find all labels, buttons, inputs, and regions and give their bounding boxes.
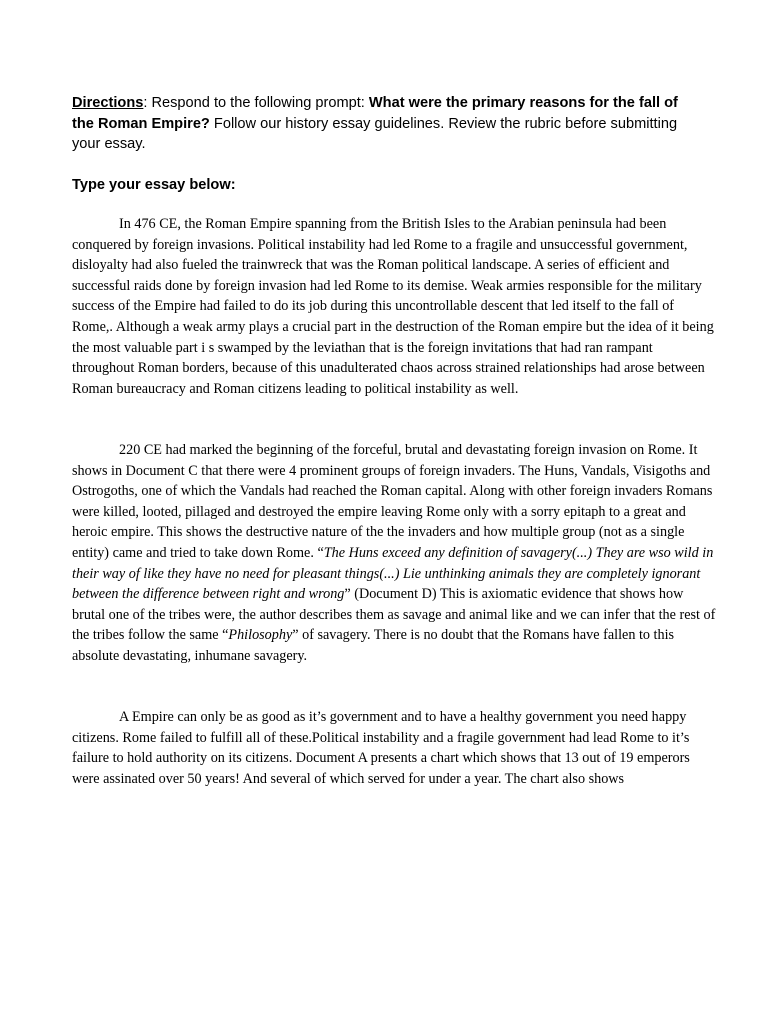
essay-paragraph-3: A Empire can only be as good as it’s government and to have a healthy government you need happy citizens. Rome failed to fulfill all of these.Political instability and a fragile government had lead Rome to it’s failure to hold authority on its citizens. Document A presents a chart which shows that 13 out of 19 emperors were assinated over 50 years! And several of which served for under a year. The chart also shows (72, 709, 690, 787)
directions-label: Directions (72, 95, 144, 111)
directions-instructions: Follow our history essay guidelines. Review the rubric before submitting your essay. (72, 115, 678, 152)
philosophy-word: Philosophy (228, 627, 293, 644)
essay-heading: Type your essay below: (72, 177, 236, 193)
paragraph-2-text-c: ” of savagery. There is no doubt that the Romans have fallen to this absolute devastating, inhumane savagery. (72, 627, 675, 664)
directions-paragraph (72, 93, 702, 155)
directions-intro: : Respond to the following prompt: (143, 95, 369, 111)
paragraph-2-text-a: 220 CE had marked the beginning of the forceful, brutal and devastating foreign invasion on Rome. It shows in Document C that there were 4 prominent groups of foreign invaders. The Huns, Vandals, Visigoths and Ostrogoths, one of which the Vandals had reached the Roman capital. Along with other foreign invaders Romans were killed, looted, pillaged and destroyed the empire leaving Rome only with a sorry epitaph to a great and heroic empire. This shows the destructive nature of the the invaders and how multiple group (not as a single entity) came and tried to take down Rome. “ (72, 442, 713, 561)
essay-prompt-question: What were the primary reasons for the fall of the Roman Empire? (72, 95, 678, 132)
huns-quote: The Huns exceed any definition of savagery(...) They are wso wild in their way of like they have no need for pleasant things(...) Lie unthinking animals they are completely ignorant between the difference between right and wrong (72, 544, 714, 603)
essay-paragraph-2 (72, 440, 716, 667)
paragraph-2-text-b: ” (Document D) This is axiomatic evidence that shows how brutal one of the tribes were, the author describes them as savage and animal like and we can infer that the rest of the tribes follow the same “ (72, 586, 716, 644)
essay-paragraph-1: In 476 CE, the Roman Empire spanning from the British Isles to the Arabian peninsula had been conquered by foreign invasions. Political instability had led Rome to a fragile and unsuccessful government, disloyalty had also fueled the trainwreck that was the Roman political landscape. A series of efficient and successful raids done by foreign invasion had led Rome to its demise. Weak armies responsible for the military success of the Empire had failed to do its job during this uncontrollable descent that led itself to the fall of Rome,. Although a weak army plays a crucial part in the destruction of the Roman empire but the idea of it being the most valuable part i s swamped by the leviathan that is the foreign invitations that had ran rampant throughout Roman borders, because of this unadulterated chaos across strained relationships had arose between Roman bureaucracy and Roman citizens leading to political instability as well. (72, 216, 714, 397)
